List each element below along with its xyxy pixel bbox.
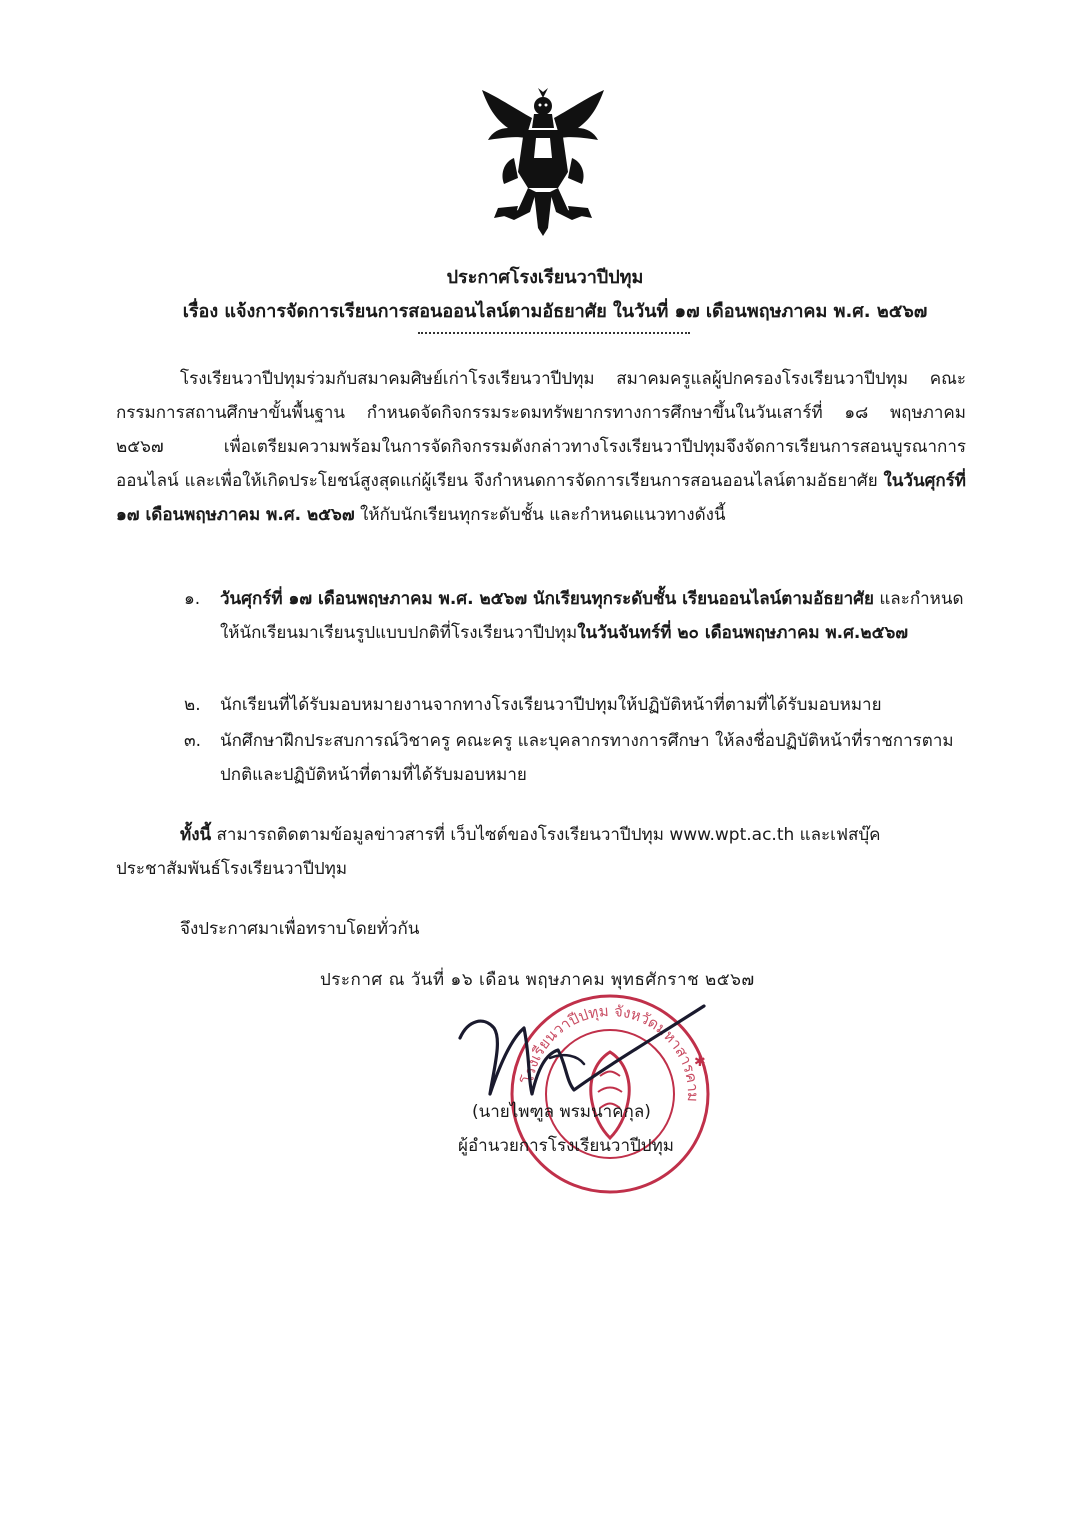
closing-line: จึงประกาศมาเพื่อทราบโดยทั่วกัน — [180, 919, 420, 939]
intro-text-end: ให้กับนักเรียนทุกระดับชั้น และกำหนดแนวทางดังนี้ — [354, 505, 726, 525]
list-item-bold-date: ในวันจันทร์ที่ ๒๐ เดือนพฤษภาคม พ.ศ.๒๕๖๗ — [577, 623, 909, 643]
signer-name: (นายไพฑูล พรมนาคกุล) — [472, 1102, 651, 1122]
website-lead: ทั้งนี้ — [180, 825, 212, 845]
signature-icon — [454, 998, 724, 1108]
intro-date-bold: ในวันศุกร์ที่ ๑๗ เดือนพฤษภาคม พ.ศ. ๒๕๖๗ — [116, 471, 966, 525]
list-item-bold-text: วันศุกร์ที่ ๑๗ เดือนพฤษภาคม พ.ศ. ๒๕๖๗ นักเรียนทุกระดับชั้น เรียนออนไลน์ตามอัธยาศัย — [220, 589, 874, 609]
dotted-divider — [418, 332, 690, 334]
svg-text:โรงเรียนวาปีปทุม จังหวัดมหาสาร: โรงเรียนวาปีปทุม จังหวัดมหาสารคาม — [518, 1001, 703, 1103]
list-item-number: ๓. — [184, 731, 202, 751]
list-item — [184, 582, 974, 650]
list-item-text: และกำหนดให้นักเรียนมาเรียนรูปแบบปกติที่โรงเรียนวาปีปทุม — [220, 589, 964, 643]
announcement-title: ประกาศโรงเรียนวาปีปทุม — [446, 267, 644, 288]
svg-text:✱: ✱ — [694, 1054, 706, 1070]
intro-paragraph — [116, 362, 966, 532]
list-item — [184, 724, 974, 792]
list-item-number: ๑. — [184, 589, 201, 609]
list-item-text: นักศึกษาฝึกประสบการณ์วิชาครู คณะครู และบุคลากรทางการศึกษา ให้ลงชื่อปฏิบัติหน้าที่ราชการตามปกติและปฏิบัติหน้าที่ตามที่ได้รับมอบหมาย — [220, 731, 954, 785]
website-paragraph — [116, 818, 966, 886]
signer-position: ผู้อำนวยการโรงเรียนวาปีปทุม — [458, 1136, 674, 1156]
intro-text: โรงเรียนวาปีปทุมร่วมกับสมาคมศิษย์เก่าโรงเรียนวาปีปทุม สมาคมครูแลผู้ปกครองโรงเรียนวาปีปทุม คณะกรรมการสถานศึกษาขั้นพื้นฐาน กำหนดจัดกิจกรรมระดมทรัพยากรทางการศึกษาขึ้นในวันเสาร์ที่ ๑๘ พฤษภาคม ๒๕๖๗ เพื่อเตรียมความพร้อมในการจัดกิจกรรมดังกล่าวทางโรงเรียนวาปีปทุมจึงจัดการเรียนการสอนบูรณาการออนไลน์ และเพื่อให้เกิดประโยชน์สูงสุดแก่ผู้เรียน จึงกำหนดการจัดการเรียนการสอนออนไลน์ตามอัธยาศัย — [116, 369, 966, 491]
website-text: สามารถติดตามข้อมูลข่าวสารที่ เว็บไซต์ของโรงเรียนวาปีปทุม www.wpt.ac.th และเฟสบุ๊คประชาสัมพันธ์โรงเรียนวาปีปทุม — [116, 825, 881, 879]
list-item-number: ๒. — [184, 695, 201, 715]
list-item — [184, 688, 974, 722]
garuda-emblem-icon — [474, 88, 612, 238]
announcement-date: ประกาศ ณ วันที่ ๑๖ เดือน พฤษภาคม พุทธศักราช ๒๕๖๗ — [320, 970, 755, 990]
announcement-subject: เรื่อง แจ้งการจัดการเรียนการสอนออนไลน์ตามอัธยาศัย ในวันที่ ๑๗ เดือนพฤษภาคม พ.ศ. ๒๕๖๗ — [182, 301, 928, 322]
list-item-text: นักเรียนที่ได้รับมอบหมายงานจากทางโรงเรียนวาปีปทุมให้ปฏิบัติหน้าที่ตามที่ได้รับมอบหมาย — [220, 695, 882, 715]
